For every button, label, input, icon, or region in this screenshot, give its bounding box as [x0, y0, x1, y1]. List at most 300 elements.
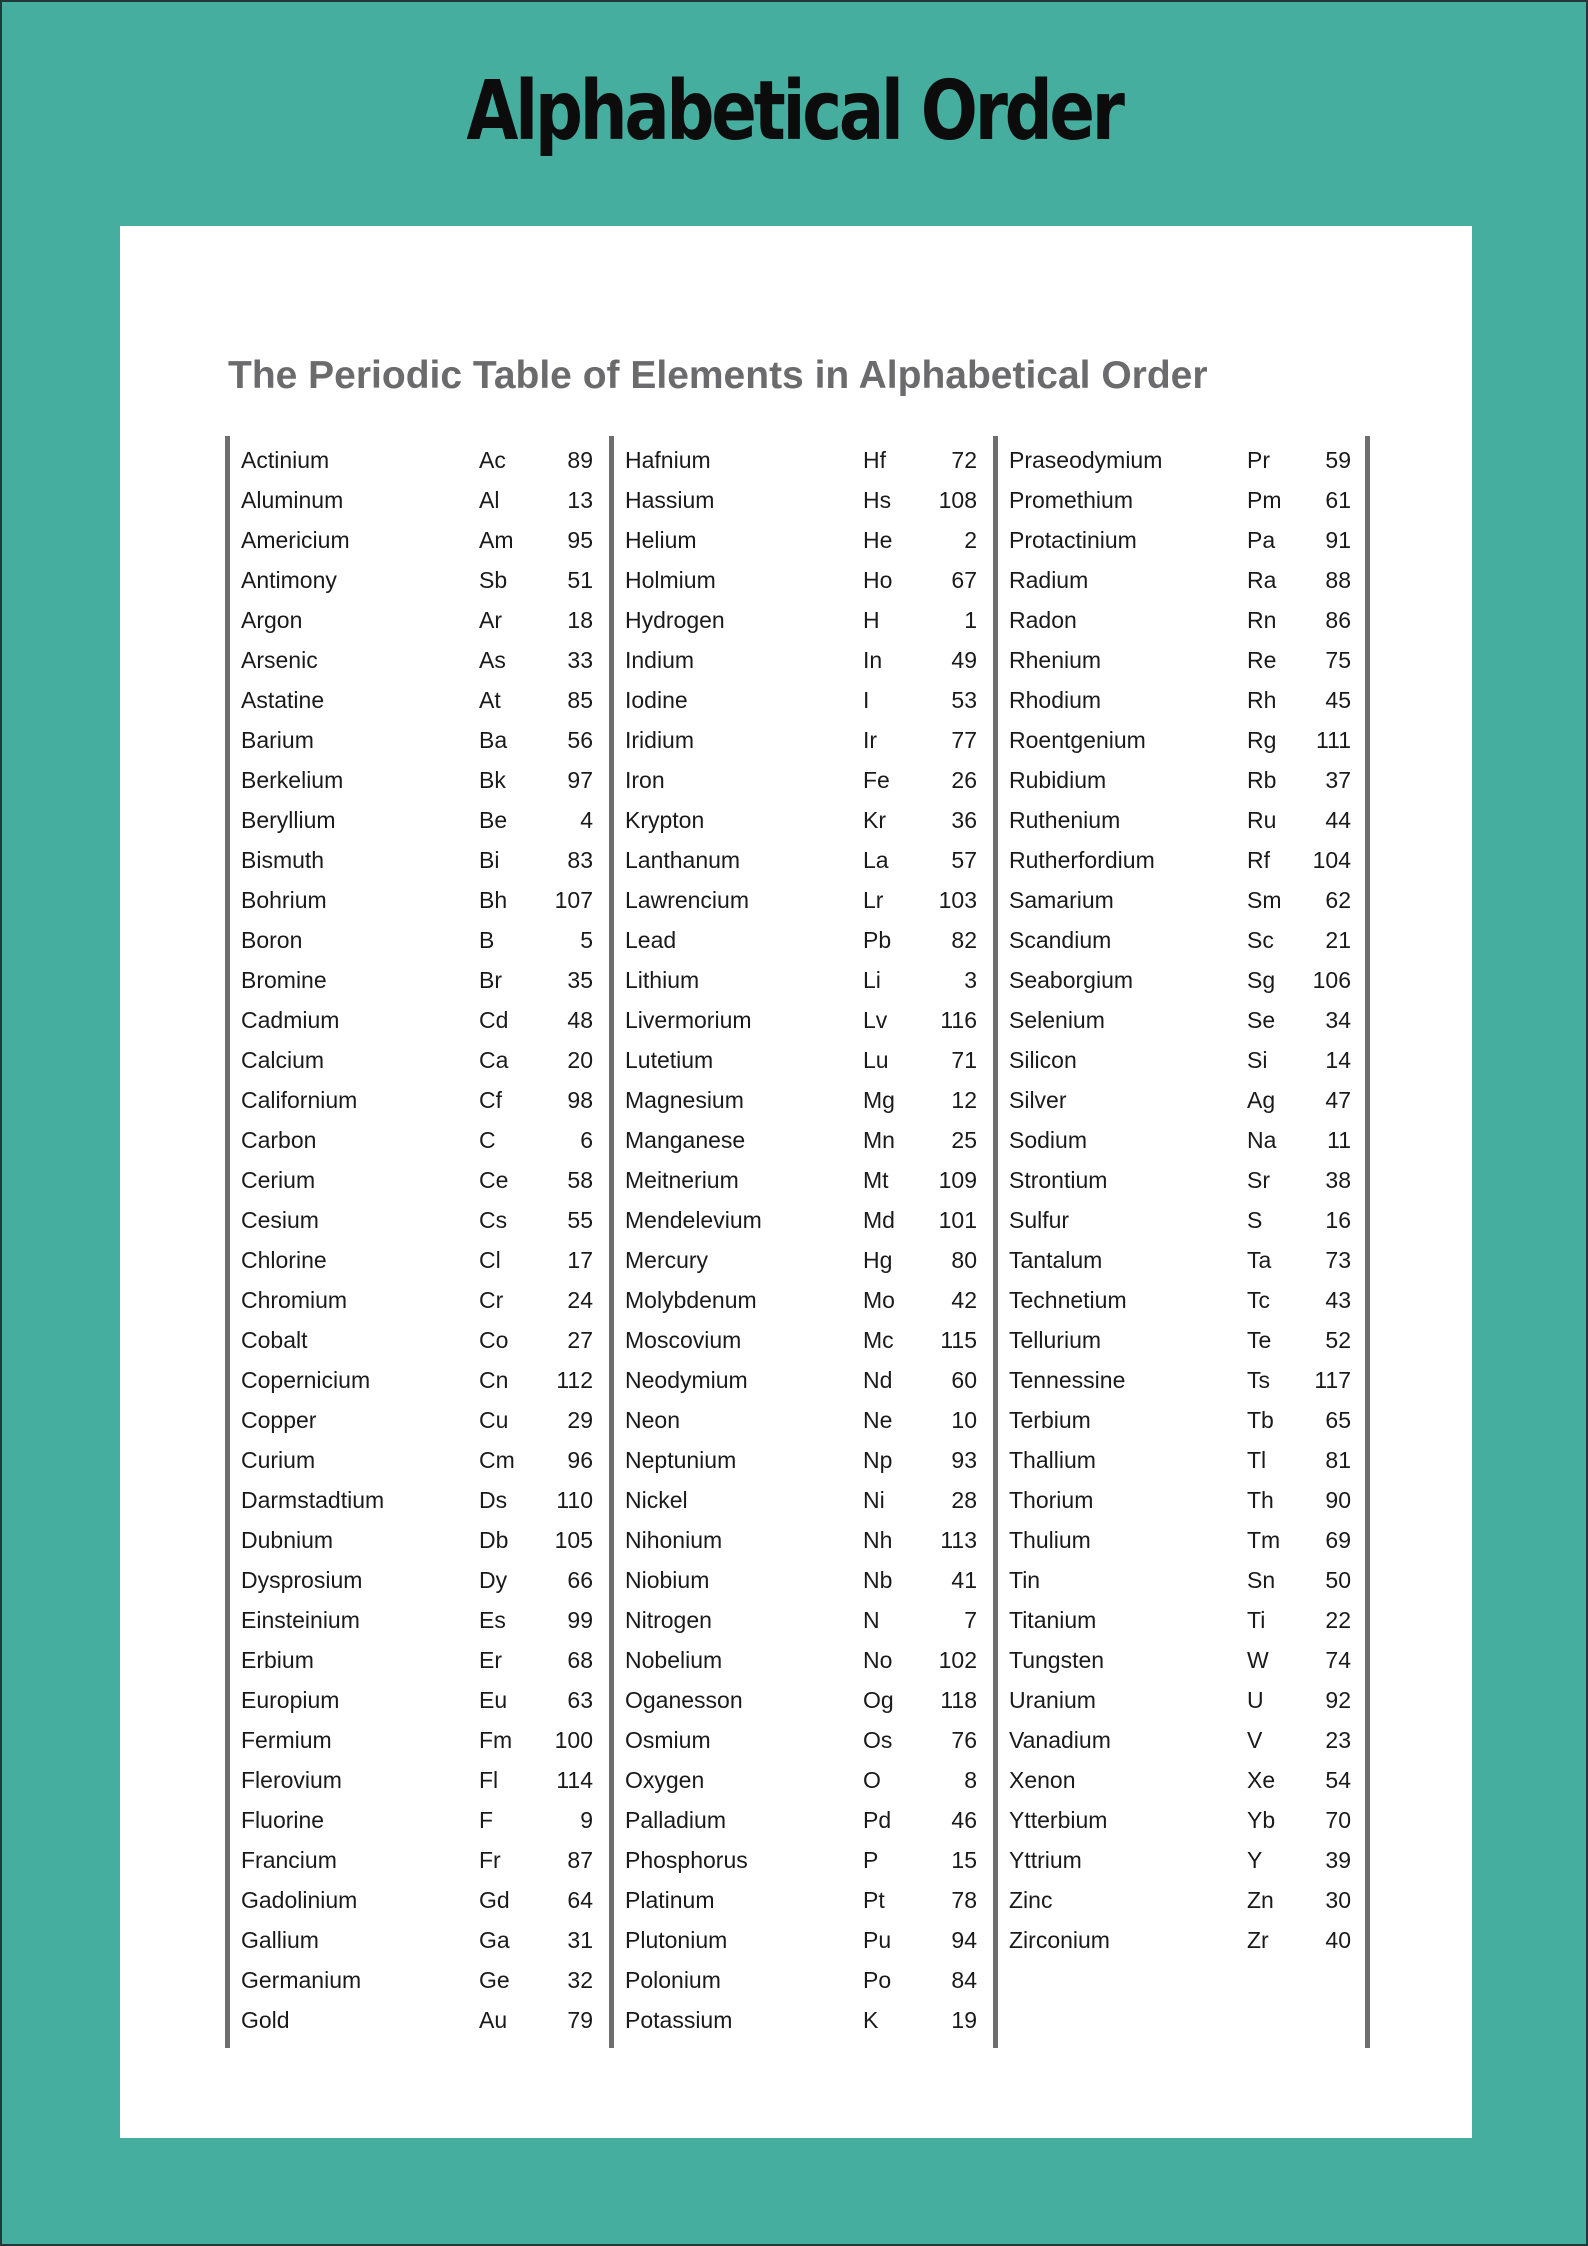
element-row [230, 1160, 609, 1200]
element-symbol: Pd [863, 1807, 892, 1833]
element-name: Livermorium [625, 1007, 752, 1033]
atomic-number: 57 [951, 847, 977, 873]
element-row [614, 1040, 993, 1080]
atomic-number: 84 [951, 1967, 977, 1993]
element-name: Phosphorus [625, 1847, 748, 1873]
atomic-number: 28 [951, 1487, 977, 1513]
element-name: Potassium [625, 2007, 733, 2033]
element-symbol: Ge [479, 1967, 510, 1993]
atomic-number: 23 [1325, 1727, 1351, 1753]
element-row [230, 960, 609, 1000]
element-symbol: Na [1247, 1127, 1277, 1153]
element-row [614, 1400, 993, 1440]
element-name: Oganesson [625, 1687, 743, 1713]
element-row [998, 840, 1365, 880]
atomic-number: 25 [951, 1127, 977, 1153]
atomic-number: 49 [951, 647, 977, 673]
element-symbol: Po [863, 1967, 892, 1993]
atomic-number: 64 [567, 1887, 593, 1913]
atomic-number: 47 [1325, 1087, 1351, 1113]
element-row [614, 1120, 993, 1160]
element-symbol: S [1247, 1207, 1263, 1233]
atomic-number: 56 [567, 727, 593, 753]
atomic-number: 8 [964, 1767, 977, 1793]
atomic-number: 21 [1325, 927, 1351, 953]
element-row [998, 1240, 1365, 1280]
element-name: Sodium [1009, 1127, 1087, 1153]
element-name: Polonium [625, 1967, 721, 1993]
element-symbol: Te [1247, 1327, 1272, 1353]
element-symbol: B [479, 927, 495, 953]
element-name: Rubidium [1009, 767, 1107, 793]
element-row [998, 800, 1365, 840]
element-symbol: Eu [479, 1687, 508, 1713]
element-symbol: Es [479, 1607, 506, 1633]
atomic-number: 79 [567, 2007, 593, 2033]
element-symbol: Tl [1247, 1447, 1267, 1473]
element-symbol: Ne [863, 1407, 893, 1433]
atomic-number: 102 [938, 1647, 977, 1673]
atomic-number: 6 [580, 1127, 593, 1153]
element-symbol: No [863, 1647, 893, 1673]
element-row [614, 2000, 993, 2040]
element-symbol: Sg [1247, 967, 1276, 993]
element-symbol: Nh [863, 1527, 893, 1553]
element-symbol: Xe [1247, 1767, 1276, 1793]
atomic-number: 93 [951, 1447, 977, 1473]
element-symbol: Ac [479, 447, 506, 473]
atomic-number: 14 [1325, 1047, 1351, 1073]
element-symbol: Rn [1247, 607, 1277, 633]
element-row [998, 1120, 1365, 1160]
element-symbol: V [1247, 1727, 1263, 1753]
atomic-number: 108 [938, 487, 977, 513]
atomic-number: 60 [951, 1367, 977, 1393]
element-symbol: Am [479, 527, 514, 553]
atomic-number: 99 [567, 1607, 593, 1633]
element-symbol: Zr [1247, 1927, 1269, 1953]
element-name: Gadolinium [241, 1887, 358, 1913]
element-name: Holmium [625, 567, 716, 593]
element-row [998, 1880, 1365, 1920]
element-name: Lawrencium [625, 887, 749, 913]
element-name: Bohrium [241, 887, 327, 913]
element-row [998, 520, 1365, 560]
element-row [998, 880, 1365, 920]
element-row [614, 1200, 993, 1240]
element-row [230, 560, 609, 600]
element-row [614, 1240, 993, 1280]
element-row [998, 440, 1365, 480]
element-symbol: Hg [863, 1247, 893, 1273]
element-symbol: F [479, 1807, 494, 1833]
element-symbol: Sb [479, 567, 508, 593]
element-name: Dubnium [241, 1527, 334, 1553]
atomic-number: 4 [580, 807, 593, 833]
element-symbol: Dy [479, 1567, 508, 1593]
atomic-number: 27 [567, 1327, 593, 1353]
element-row [614, 920, 993, 960]
element-symbol: Bk [479, 767, 506, 793]
element-symbol: Tm [1247, 1527, 1281, 1553]
element-symbol: Mo [863, 1287, 895, 1313]
atomic-number: 66 [567, 1567, 593, 1593]
element-name: Iodine [625, 687, 688, 713]
element-symbol: Lu [863, 1047, 889, 1073]
element-symbol: Ra [1247, 567, 1277, 593]
atomic-number: 112 [556, 1367, 593, 1393]
element-row [614, 1840, 993, 1880]
element-symbol: Fe [863, 767, 890, 793]
element-name: Actinium [241, 447, 330, 473]
element-row [614, 840, 993, 880]
atomic-number: 12 [951, 1087, 977, 1113]
atomic-number: 100 [554, 1727, 593, 1753]
element-row [614, 1440, 993, 1480]
element-row [614, 1920, 993, 1960]
element-column-3 [993, 436, 1370, 2048]
atomic-number: 109 [938, 1167, 977, 1193]
element-row [230, 480, 609, 520]
element-row [230, 1520, 609, 1560]
element-name: Tin [1009, 1567, 1041, 1593]
element-row [614, 760, 993, 800]
element-symbol: O [863, 1767, 881, 1793]
element-name: Silicon [1009, 1047, 1077, 1073]
element-symbol: Y [1247, 1847, 1263, 1873]
atomic-number: 77 [951, 727, 977, 753]
element-symbol: Cs [479, 1207, 508, 1233]
atomic-number: 114 [556, 1767, 593, 1793]
element-name: Cobalt [241, 1327, 308, 1353]
element-name: Molybdenum [625, 1287, 757, 1313]
element-symbol: Ta [1247, 1247, 1272, 1273]
atomic-number: 95 [567, 527, 593, 553]
element-name: Ruthenium [1009, 807, 1121, 833]
element-symbol: Ti [1247, 1607, 1266, 1633]
element-row [614, 720, 993, 760]
atomic-number: 38 [1325, 1167, 1351, 1193]
element-name: Berkelium [241, 767, 344, 793]
atomic-number: 11 [1327, 1127, 1351, 1153]
element-row [998, 1200, 1365, 1240]
atomic-number: 87 [567, 1847, 593, 1873]
atomic-number: 19 [951, 2007, 977, 2033]
element-row [230, 1240, 609, 1280]
atomic-number: 96 [567, 1447, 593, 1473]
atomic-number: 62 [1325, 887, 1351, 913]
element-symbol: Nd [863, 1367, 893, 1393]
element-row [998, 560, 1365, 600]
element-symbol: Re [1247, 647, 1277, 673]
element-row [614, 1520, 993, 1560]
atomic-number: 30 [1325, 1887, 1351, 1913]
element-name: Silver [1009, 1087, 1067, 1113]
atomic-number: 82 [951, 927, 977, 953]
atomic-number: 42 [951, 1287, 977, 1313]
atomic-number: 45 [1325, 687, 1351, 713]
element-list-card [120, 226, 1472, 2138]
element-name: Chlorine [241, 1247, 327, 1273]
element-row [614, 1800, 993, 1840]
element-name: Scandium [1009, 927, 1112, 953]
element-row [230, 1000, 609, 1040]
element-symbol: Ru [1247, 807, 1277, 833]
element-symbol: Sc [1247, 927, 1274, 953]
element-name: Oxygen [625, 1767, 705, 1793]
element-symbol: C [479, 1127, 496, 1153]
atomic-number: 97 [567, 767, 593, 793]
element-name: Iron [625, 767, 665, 793]
element-row [614, 1320, 993, 1360]
element-symbol: Cr [479, 1287, 504, 1313]
element-row [230, 1720, 609, 1760]
element-row [614, 1640, 993, 1680]
element-symbol: Md [863, 1207, 895, 1233]
element-symbol: H [863, 607, 880, 633]
element-row [230, 1920, 609, 1960]
element-symbol: Tb [1247, 1407, 1274, 1433]
atomic-number: 9 [580, 1807, 593, 1833]
element-name: Neon [625, 1407, 680, 1433]
element-row [614, 800, 993, 840]
element-symbol: Zn [1247, 1887, 1274, 1913]
element-name: Germanium [241, 1967, 362, 1993]
element-name: Fermium [241, 1727, 332, 1753]
element-symbol: Rg [1247, 727, 1277, 753]
element-symbol: Si [1247, 1047, 1268, 1073]
element-symbol: Pr [1247, 447, 1270, 473]
element-symbol: Ho [863, 567, 893, 593]
element-symbol: He [863, 527, 893, 553]
element-name: Thorium [1009, 1487, 1094, 1513]
element-row [230, 1600, 609, 1640]
atomic-number: 36 [951, 807, 977, 833]
element-name: Terbium [1009, 1407, 1091, 1433]
atomic-number: 13 [567, 487, 593, 513]
element-row [230, 1960, 609, 2000]
element-name: Copper [241, 1407, 317, 1433]
element-name: Chromium [241, 1287, 348, 1313]
atomic-number: 105 [554, 1527, 593, 1553]
element-symbol: Mg [863, 1087, 895, 1113]
element-symbol: At [479, 687, 501, 713]
element-row [230, 440, 609, 480]
element-name: Yttrium [1009, 1847, 1082, 1873]
element-name: Tantalum [1009, 1247, 1103, 1273]
element-row [998, 680, 1365, 720]
element-symbol: In [863, 647, 883, 673]
element-name: Nihonium [625, 1527, 723, 1553]
atomic-number: 69 [1325, 1527, 1351, 1553]
element-symbol: Se [1247, 1007, 1276, 1033]
element-symbol: Pa [1247, 527, 1276, 553]
element-row [998, 1520, 1365, 1560]
atomic-number: 59 [1325, 447, 1351, 473]
element-name: Antimony [241, 567, 337, 593]
element-symbol: Pm [1247, 487, 1282, 513]
element-symbol: Ar [479, 607, 502, 633]
element-row [230, 1200, 609, 1240]
element-name: Uranium [1009, 1687, 1096, 1713]
element-symbol: K [863, 2007, 879, 2033]
element-row [230, 1640, 609, 1680]
element-name: Erbium [241, 1647, 314, 1673]
element-name: Cerium [241, 1167, 316, 1193]
element-row [998, 1040, 1365, 1080]
element-name: Zinc [1009, 1887, 1053, 1913]
element-row [614, 480, 993, 520]
element-symbol: Ds [479, 1487, 508, 1513]
atomic-number: 53 [951, 687, 977, 713]
element-row [230, 520, 609, 560]
element-name: Carbon [241, 1127, 317, 1153]
element-symbol: Tc [1247, 1287, 1270, 1313]
element-row [230, 1320, 609, 1360]
element-row [614, 960, 993, 1000]
element-row [230, 1480, 609, 1520]
element-symbol: Au [479, 2007, 508, 2033]
element-row [998, 1920, 1365, 1960]
element-row [998, 1680, 1365, 1720]
atomic-number: 61 [1325, 487, 1351, 513]
atomic-number: 54 [1325, 1767, 1351, 1793]
element-symbol: Ca [479, 1047, 509, 1073]
element-name: Boron [241, 927, 303, 953]
element-symbol: Mt [863, 1167, 889, 1193]
atomic-number: 24 [567, 1287, 593, 1313]
element-row [998, 1280, 1365, 1320]
element-symbol: Pu [863, 1927, 892, 1953]
element-name: Praseodymium [1009, 447, 1163, 473]
element-name: Lutetium [625, 1047, 714, 1073]
element-name: Argon [241, 607, 303, 633]
atomic-number: 76 [951, 1727, 977, 1753]
element-name: Hydrogen [625, 607, 725, 633]
atomic-number: 107 [554, 887, 593, 913]
element-row [614, 600, 993, 640]
element-symbol: Lr [863, 887, 884, 913]
element-row [230, 2000, 609, 2040]
element-row [230, 1560, 609, 1600]
element-symbol: Gd [479, 1887, 510, 1913]
element-name: Promethium [1009, 487, 1133, 513]
atomic-number: 98 [567, 1087, 593, 1113]
element-row [614, 1360, 993, 1400]
element-row [998, 1440, 1365, 1480]
element-symbol: U [1247, 1687, 1264, 1713]
atomic-number: 33 [567, 647, 593, 673]
element-name: Darmstadtium [241, 1487, 385, 1513]
element-row [614, 1680, 993, 1720]
element-name: Osmium [625, 1727, 711, 1753]
element-symbol: Ts [1247, 1367, 1270, 1393]
atomic-number: 5 [580, 927, 593, 953]
element-symbol: Rf [1247, 847, 1270, 873]
element-name: Gold [241, 2007, 290, 2033]
element-row [998, 1760, 1365, 1800]
atomic-number: 68 [567, 1647, 593, 1673]
element-row [998, 1160, 1365, 1200]
element-row [998, 1560, 1365, 1600]
atomic-number: 75 [1325, 647, 1351, 673]
element-name: Copernicium [241, 1367, 371, 1393]
element-symbol: Li [863, 967, 881, 993]
element-row [614, 560, 993, 600]
element-row [230, 1440, 609, 1480]
atomic-number: 81 [1325, 1447, 1351, 1473]
element-row [230, 840, 609, 880]
element-symbol: Al [479, 487, 500, 513]
element-name: Samarium [1009, 887, 1114, 913]
element-row [614, 520, 993, 560]
element-symbol: Hf [863, 447, 886, 473]
element-symbol: Sr [1247, 1167, 1270, 1193]
element-name: Lithium [625, 967, 700, 993]
element-symbol: Rb [1247, 767, 1277, 793]
element-name: Americium [241, 527, 350, 553]
element-symbol: I [863, 687, 870, 713]
atomic-number: 44 [1325, 807, 1351, 833]
element-name: Ytterbium [1009, 1807, 1108, 1833]
element-name: Rutherfordium [1009, 847, 1155, 873]
element-name: Krypton [625, 807, 705, 833]
element-name: Lead [625, 927, 677, 953]
atomic-number: 89 [567, 447, 593, 473]
atomic-number: 88 [1325, 567, 1351, 593]
element-row [614, 1760, 993, 1800]
atomic-number: 3 [964, 967, 977, 993]
element-symbol: Er [479, 1647, 502, 1673]
element-row [998, 1080, 1365, 1120]
element-name: Tungsten [1009, 1647, 1105, 1673]
atomic-number: 118 [940, 1687, 977, 1713]
element-column-2 [609, 436, 993, 2048]
atomic-number: 70 [1325, 1807, 1351, 1833]
atomic-number: 17 [567, 1247, 593, 1273]
element-name: Neodymium [625, 1367, 748, 1393]
banner-title: Alphabetical Order [466, 64, 1122, 159]
element-name: Rhodium [1009, 687, 1102, 713]
element-symbol: Nb [863, 1567, 893, 1593]
atomic-number: 92 [1325, 1687, 1351, 1713]
element-symbol: Ga [479, 1927, 510, 1953]
element-name: Mercury [625, 1247, 709, 1273]
atomic-number: 34 [1325, 1007, 1351, 1033]
element-symbol: Fl [479, 1767, 499, 1793]
element-row [614, 440, 993, 480]
element-name: Plutonium [625, 1927, 728, 1953]
atomic-number: 10 [951, 1407, 977, 1433]
atomic-number: 74 [1325, 1647, 1351, 1673]
element-symbol: La [863, 847, 889, 873]
atomic-number: 22 [1325, 1607, 1351, 1633]
element-row [614, 1000, 993, 1040]
element-row [230, 1800, 609, 1840]
element-symbol: Be [479, 807, 508, 833]
element-row [998, 1640, 1365, 1680]
atomic-number: 32 [567, 1967, 593, 1993]
atomic-number: 48 [567, 1007, 593, 1033]
atomic-number: 110 [556, 1487, 593, 1513]
element-name: Meitnerium [625, 1167, 739, 1193]
element-row [230, 720, 609, 760]
atomic-number: 40 [1325, 1927, 1351, 1953]
element-row [230, 760, 609, 800]
atomic-number: 104 [1312, 847, 1351, 873]
element-name: Astatine [241, 687, 325, 713]
element-name: Californium [241, 1087, 358, 1113]
